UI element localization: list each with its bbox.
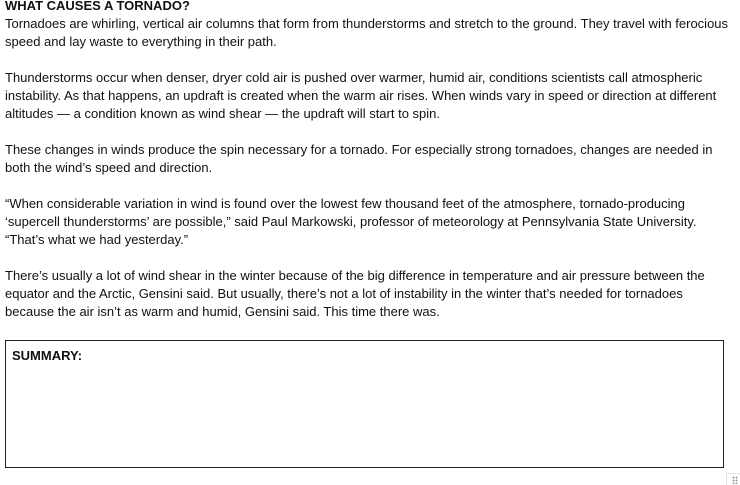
resize-grip-icon xyxy=(732,476,738,484)
article-paragraph-1: Tornadoes are whirling, vertical air columns that form from thunderstorms and stretch to the ground. They travel with ferocious speed and lay waste to everything in their path. xyxy=(5,16,729,49)
article-paragraph-4: “When considerable variation in wind is found over the lowest few thousand feet of the atmosphere, tornado-producing ‘supercell thunderstorms’ are possible,” said Paul Markowski, professor of meteorology at Pennsylvania State University. “That’s what we had yesterday.” xyxy=(5,196,697,247)
article-paragraph-3: These changes in winds produce the spin necessary for a tornado. For especially strong tornadoes, changes are needed in both the wind’s speed and direction. xyxy=(5,142,713,175)
article-heading: WHAT CAUSES A TORNADO? xyxy=(5,0,190,13)
summary-text-area[interactable] xyxy=(5,340,724,468)
article xyxy=(5,0,735,339)
resize-handle[interactable] xyxy=(726,473,740,485)
summary-label: SUMMARY: xyxy=(12,348,83,363)
article-paragraph-5: There’s usually a lot of wind shear in the winter because of the big difference in temperature and air pressure between the equator and the Arctic, Gensini said. But usually, there’s not a lot of instability in the winter that’s needed for tornadoes because the air isn’t as warm and humid, Gensini said. This time there was. xyxy=(5,268,705,319)
article-paragraph-2: Thunderstorms occur when denser, dryer cold air is pushed over warmer, humid air, conditions scientists call atmospheric instability. As that happens, an updraft is created when the warm air rises. When winds vary in speed or direction at different altitudes — a condition known as wind shear — the updraft will start to spin. xyxy=(5,70,717,121)
